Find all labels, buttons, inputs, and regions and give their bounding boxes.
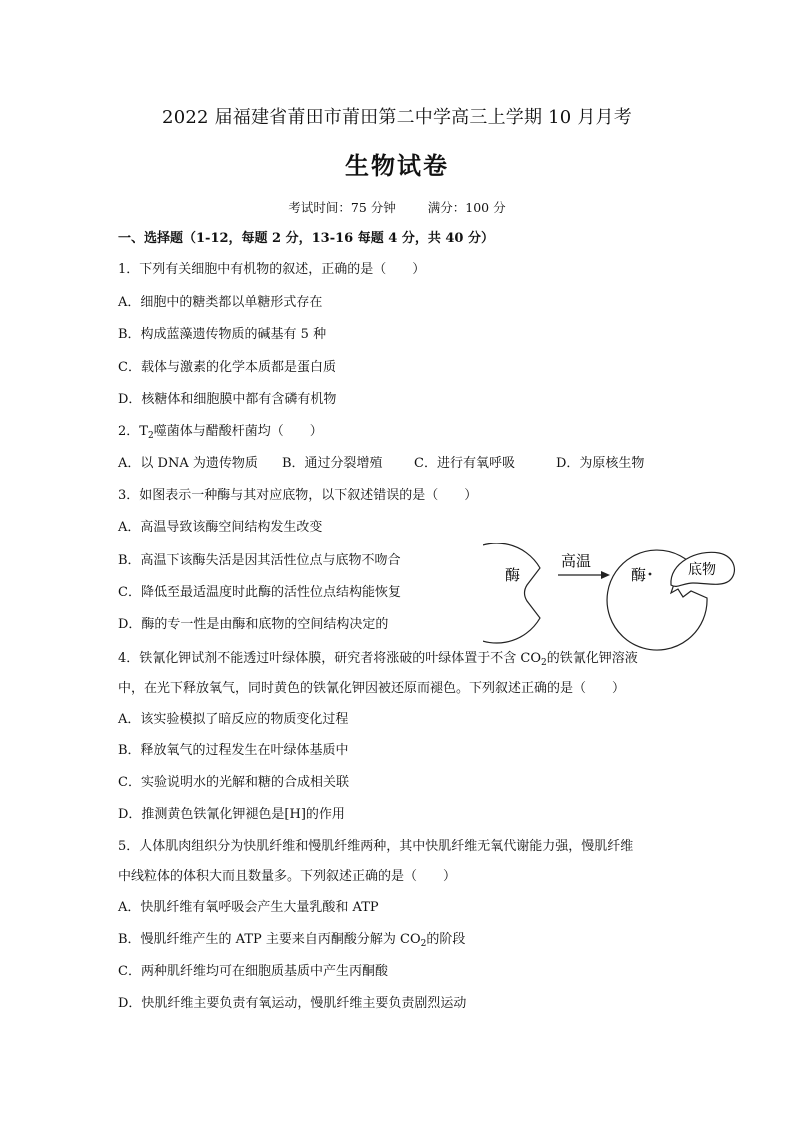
- enzyme-dot: [649, 573, 652, 576]
- q2-option-d: D．为原核生物: [556, 456, 645, 471]
- q4-option-c: C．实验说明水的光解和糖的合成相关联: [118, 775, 349, 790]
- q5-option-b-text: B．慢肌纤维产生的 ATP 主要来自丙酮酸分解为 CO: [118, 932, 421, 947]
- q2-option-b: B．通过分裂增殖: [282, 456, 383, 471]
- q4-option-b: B．释放氧气的过程发生在叶绿体基质中: [118, 743, 349, 758]
- q5-option-c: C．两种肌纤维均可在细胞质基质中产生丙酮酸: [118, 964, 388, 979]
- enzyme-shape-normal: [483, 543, 540, 643]
- q4-stem-subscript: 2: [541, 658, 547, 668]
- q2-stem-text: 2．T: [118, 424, 148, 439]
- q5-option-b-subscript: 2: [420, 939, 427, 949]
- enzyme-label-1: 酶: [505, 566, 521, 584]
- q4-stem-text-end: 的铁氰化钾溶液: [546, 651, 638, 666]
- q4-option-d: D．推测黄色铁氰化钾褪色是[H]的作用: [118, 807, 345, 822]
- section-heading: 一、选择题（1-12，每题 2 分，13-16 每题 4 分，共 40 分）: [118, 231, 494, 246]
- q2-options: [118, 455, 644, 473]
- q1-option-d: D．核糖体和细胞膜中都有含磷有机物: [118, 392, 337, 407]
- q3-option-b: B．高温下该酶失活是因其活性位点与底物不吻合: [118, 553, 401, 568]
- q3-option-c: C．降低至最适温度时此酶的活性位点结构能恢复: [118, 585, 401, 600]
- substrate-label: 底物: [688, 562, 716, 578]
- q1-option-a: A．细胞中的糖类都以单糖形式存在: [118, 295, 323, 310]
- q2-option-c: C．进行有氧呼吸: [414, 456, 515, 471]
- q2-option-a: A．以 DNA 为遗传物质: [118, 456, 258, 471]
- enzyme-label-2: 酶: [631, 566, 647, 584]
- q1-option-c: C．载体与激素的化学本质都是蛋白质: [118, 360, 336, 375]
- exam-meta: [0, 198, 794, 216]
- q4-stem-line-2: 中，在光下释放氧气，同时黄色的铁氰化钾因被还原而褪色。下列叙述正确的是（ ）: [118, 681, 626, 696]
- arrow-head: [601, 571, 610, 579]
- q4-stem-text: 4．铁氰化钾试剂不能透过叶绿体膜，研究者将涨破的叶绿体置于不含 CO: [118, 651, 542, 666]
- q5-stem-line-1: 5．人体肌肉组织分为快肌纤维和慢肌纤维两种，其中快肌纤维无氧代谢能力强，慢肌纤维: [118, 839, 634, 854]
- q5-option-a: A．快肌纤维有氧呼吸会产生大量乳酸和 ATP: [118, 900, 379, 915]
- q5-option-b: [118, 931, 465, 953]
- enzyme-substrate-figure: [483, 543, 743, 655]
- q2-stem-subscript: 2: [147, 431, 154, 441]
- q4-stem-line-1: [118, 650, 638, 672]
- q2-stem: [118, 423, 323, 445]
- q4-option-a: A．该实验模拟了暗反应的物质变化过程: [118, 712, 349, 727]
- arrow-label: 高温: [561, 552, 592, 570]
- q1-stem: 1．下列有关细胞中有机物的叙述，正确的是（ ）: [118, 262, 426, 277]
- q5-option-d: D．快肌纤维主要负责有氧运动，慢肌纤维主要负责剧烈运动: [118, 996, 467, 1011]
- exam-subtitle: 生物试卷: [345, 151, 449, 180]
- q1-option-b: B．构成蓝藻遗传物质的碱基有 5 种: [118, 327, 327, 342]
- exam-time: 考试时间：75 分钟: [288, 200, 396, 215]
- q3-stem: 3．如图表示一种酶与其对应底物，以下叙述错误的是（ ）: [118, 488, 478, 503]
- q2-stem-text-end: 噬菌体与醋酸杆菌均（ ）: [153, 424, 323, 439]
- full-score: 满分：100 分: [427, 200, 506, 215]
- q3-option-d: D．酶的专一性是由酶和底物的空间结构决定的: [118, 617, 389, 632]
- q5-stem-line-2: 中线粒体的体积大而且数量多。下列叙述正确的是（ ）: [118, 869, 457, 884]
- q5-option-b-text-end: 的阶段: [426, 932, 466, 947]
- exam-title: 2022 届福建省莆田市莆田第二中学高三上学期 10 月月考: [162, 107, 632, 128]
- q3-option-a: A．高温导致该酶空间结构发生改变: [118, 520, 323, 535]
